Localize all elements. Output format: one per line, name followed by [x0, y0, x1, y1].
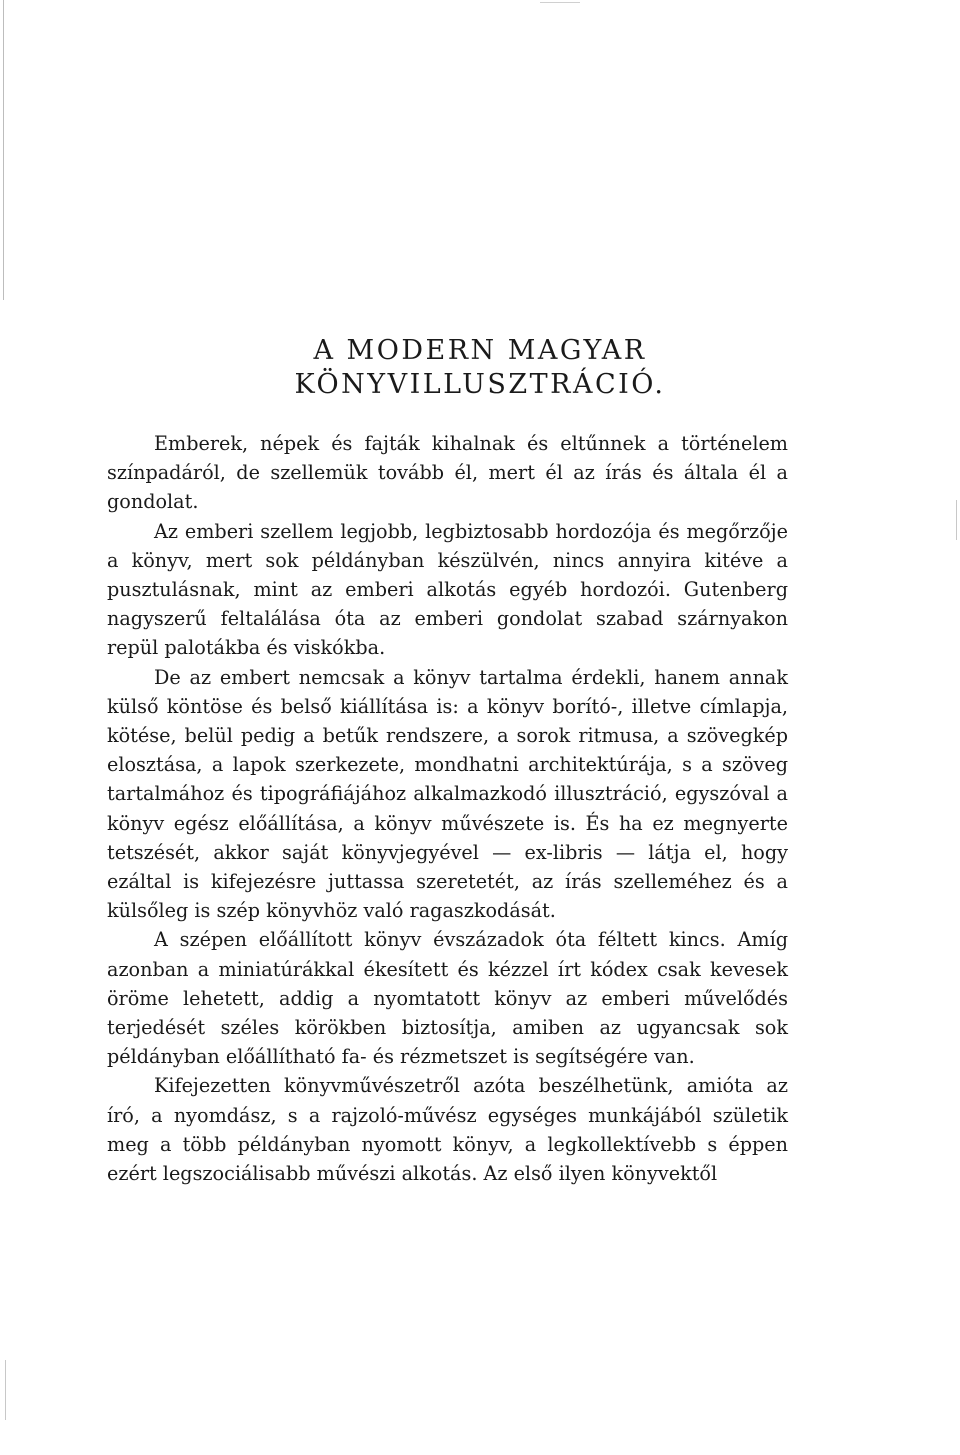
paragraph: Az emberi szellem legjobb, legbiztosabb hordozója és megőrzője a könyv, mert sok példányban készülvén, nincs annyira kitéve a pusztulásnak, mint az emberi alkotás egyéb hordozói. Gutenberg nagyszerű feltalálása óta az emberi gondolat szabad szárnyakon repül palotákba és viskókba. — [107, 519, 788, 660]
paragraph: Emberek, népek és fajták kihalnak és eltűnnek a történelem színpadáról, de szellemük tovább él, mert él az írás és általa él a gondolat. — [107, 432, 788, 514]
paragraph: De az embert nemcsak a könyv tartalma érdekli, hanem annak külső köntöse és belső kiállítása is: a könyv borító-, illetve címlapja, kötése, belül pedig a betűk rendszere, a sorok ritmusa, a szövegkép elosztása, a lapok szerkezete, mondhatni architektúrája, s a szöveg tartalmához és tipográfiájához alkalmazkodó illusztráció, egyszóval a könyv egész előállítása, a könyv művészete is. És ha ez megnyerte tetszését, akkor saját könyvjegyével — ex-libris — látja el, hogy ezáltal is kifejezésre juttassa szeretetét, az írás szelleméhez és a külsőleg is szép könyvhöz való ragaszkodását. — [107, 665, 788, 923]
scan-edge-mark — [956, 500, 957, 540]
scan-edge-mark — [3, 0, 4, 300]
paragraph: Kifejezetten könyvművészetről azóta beszélhetünk, amióta az író, a nyomdász, s a rajzoló-művész egységes munkájából születik meg a több példányban nyomott könyv, a legkollektívebb s éppen ezért legszociálisabb művészi alkotás. Az első ilyen könyvektől — [107, 1074, 788, 1186]
scan-edge-mark — [540, 2, 580, 3]
body-text — [107, 429, 788, 1188]
scan-edge-mark — [5, 1360, 6, 1420]
page-title-line-2: KÖNYVILLUSZTRÁCIÓ. — [294, 369, 666, 400]
page-title-line-1: A MODERN MAGYAR — [313, 335, 647, 366]
paragraph: A szépen előállított könyv évszázadok óta féltett kincs. Amíg azonban a miniatúrákkal ékesített és kézzel írt kódex csak kevesek öröme lehetett, addig a nyomtatott könyv az emberi művelődés terjedését széles körökben biztosítja, amiben az ugyancsak sok példányban előállítható fa- és rézmetszet is segítségére van. — [107, 928, 788, 1069]
